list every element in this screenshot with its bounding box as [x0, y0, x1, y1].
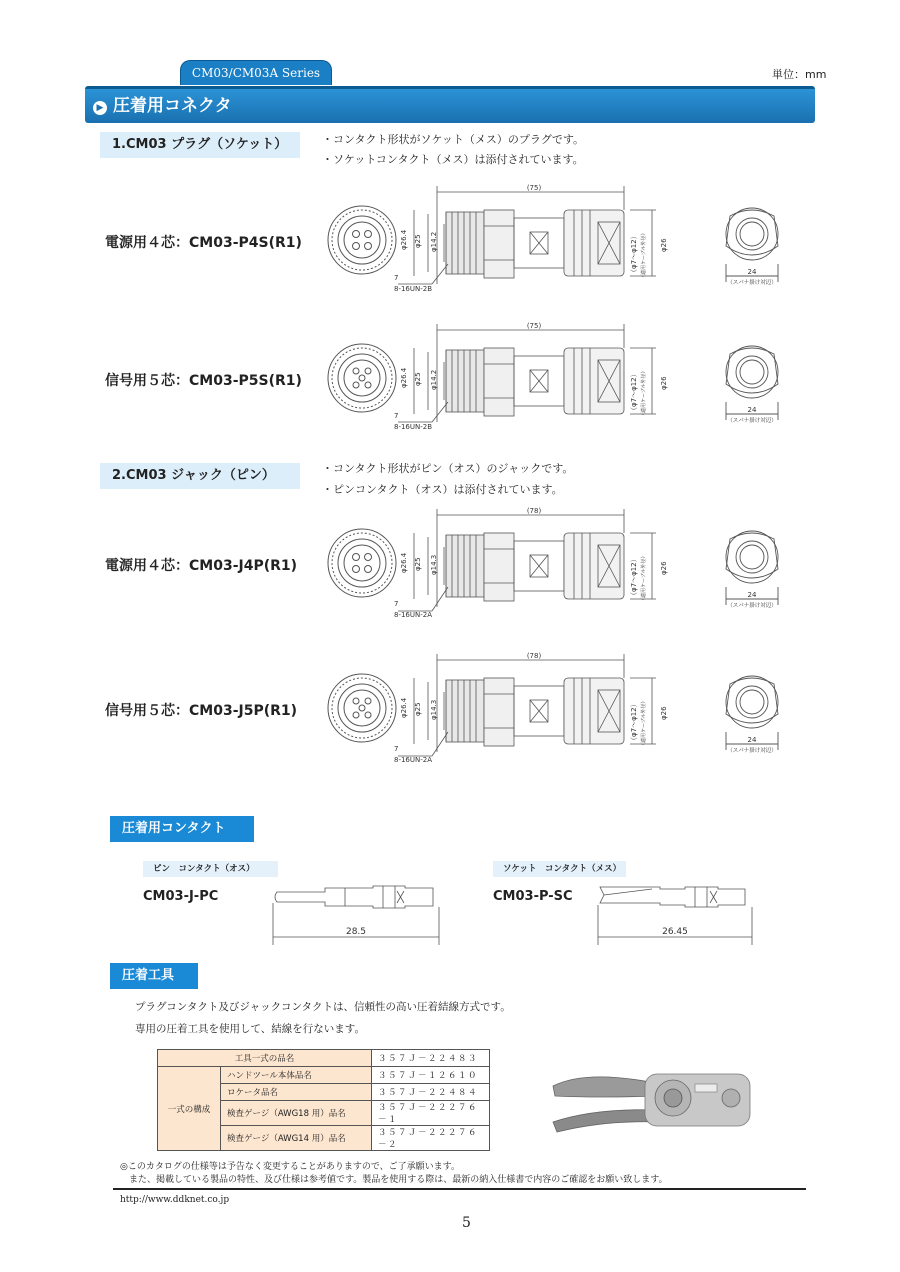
- socket-contact-drawing: [590, 875, 765, 950]
- outer-diameter: φ26.4: [400, 367, 408, 388]
- pin-contact-name: CM03-J-PC: [143, 889, 219, 904]
- spanner-note: （スパナ掛け対辺）: [727, 748, 777, 754]
- tool-row-name: ハンドツール本体品名: [221, 1067, 372, 1084]
- tool-set-label: 工具一式の品名: [158, 1050, 372, 1067]
- outer-diameter: φ26.4: [400, 697, 408, 718]
- thread-count: 7: [394, 600, 399, 608]
- pin-contact-length: 28.5: [345, 927, 367, 937]
- thread-count: 7: [394, 274, 399, 282]
- end-diameter: φ26: [660, 238, 668, 252]
- footnote-1: ◎このカタログの仕様等は予告なく変更することがありますので、ご了承願います。: [120, 1162, 460, 1172]
- spanner-note: （スパナ掛け対辺）: [727, 280, 777, 286]
- page-number: 5: [462, 1215, 471, 1231]
- connector-model: 電源用４芯：CM03-P4S(R1): [105, 235, 302, 251]
- unit-label: 単位：mm: [772, 68, 827, 81]
- spanner-note: （スパナ掛け対辺）: [727, 603, 777, 609]
- socket-contact-name: CM03-P-SC: [493, 889, 573, 904]
- jack-section-heading: 2.CM03 ジャック（ピン）: [100, 463, 300, 489]
- cable-range: （φ7～φ12）: [630, 370, 638, 414]
- connector-side-view: [392, 180, 672, 300]
- tool-heading: 圧着工具: [110, 963, 198, 989]
- tool-row-name: 検査ゲージ（AWG14 用）品名: [221, 1126, 372, 1151]
- crimp-tool-image: [545, 1048, 760, 1148]
- tool-row-pn: ３５７Ｊ－２２２７６－１: [372, 1101, 490, 1126]
- series-tab: CM03/CM03A Series: [180, 60, 332, 85]
- thread-spec: 8-16UN-2A: [394, 611, 433, 619]
- connector-side-view: [392, 503, 672, 623]
- connector-model: 信号用５芯：CM03-P5S(R1): [105, 373, 302, 389]
- tool-row-pn: ３５７Ｊ－２２４８４: [372, 1084, 490, 1101]
- connector-front-view: [322, 338, 402, 418]
- footnote-2: また、掲載している製品の特性、及び仕様は参考値です。製品を使用する際は、最新の納入仕様書で内容のご確認をお願い致します。: [120, 1175, 668, 1185]
- socket-contact-label: ソケット コンタクト（メス）: [493, 861, 626, 877]
- inner-diameter: φ14.2: [430, 231, 438, 252]
- overall-length: (78): [526, 507, 542, 515]
- tool-text-1: プラグコンタクト及びジャックコンタクトは、信頼性の高い圧着結線方式です。: [135, 1001, 511, 1013]
- contacts-heading: 圧着用コンタクト: [110, 816, 254, 842]
- cable-range: （φ7～φ12）: [630, 700, 638, 744]
- socket-contact-length: 26.45: [662, 927, 688, 937]
- pin-contact-drawing: [265, 875, 455, 950]
- thread-spec: 8-16UN-2B: [394, 423, 433, 431]
- body-diameter: φ25: [414, 557, 422, 571]
- inner-diameter: φ14.2: [430, 369, 438, 390]
- footer-divider: [113, 1188, 806, 1190]
- end-diameter: φ26: [660, 376, 668, 390]
- connector-model: 電源用４芯：CM03-J4P(R1): [105, 558, 298, 574]
- tool-row-name: ロケータ品名: [221, 1084, 372, 1101]
- overall-length: (75): [526, 184, 542, 192]
- thread-count: 7: [394, 412, 399, 420]
- connector-front-view: [322, 200, 402, 280]
- spanner-width: 24: [747, 406, 757, 414]
- connector-side-view: [392, 318, 672, 438]
- jack-note-1: ・コンタクト形状がピン（オス）のジャックです。: [322, 462, 574, 475]
- end-diameter: φ26: [660, 706, 668, 720]
- connector-front-view: [322, 668, 402, 748]
- connector-rear-view: [722, 342, 792, 442]
- tool-text-2: 専用の圧着工具を使用して、結線を行ないます。: [135, 1023, 365, 1035]
- overall-length: (75): [526, 322, 542, 330]
- connector-model: 信号用５芯：CM03-J5P(R1): [105, 703, 298, 719]
- page-title: 圧着用コネクタ: [113, 96, 232, 116]
- page-title-bar: [85, 86, 815, 123]
- cable-note: （適用ケーブル外径）: [641, 368, 647, 418]
- pin-contact-label: ピン コンタクト（オス）: [143, 861, 278, 877]
- cable-note: （適用ケーブル外径）: [641, 230, 647, 280]
- cable-range: （φ7～φ12）: [630, 232, 638, 276]
- outer-diameter: φ26.4: [400, 552, 408, 573]
- footer-url: http://www.ddknet.co.jp: [120, 1195, 230, 1205]
- end-diameter: φ26: [660, 561, 668, 575]
- cable-note: （適用ケーブル外径）: [641, 553, 647, 603]
- body-diameter: φ25: [414, 234, 422, 248]
- thread-spec: 8-16UN-2A: [394, 756, 433, 764]
- tool-set-pn: ３５７Ｊ－２２４８３: [372, 1050, 490, 1067]
- plug-note-1: ・コンタクト形状がソケット（メス）のプラグです。: [322, 133, 585, 146]
- inner-diameter: φ14.3: [430, 699, 438, 720]
- connector-rear-view: [722, 204, 792, 304]
- outer-diameter: φ26.4: [400, 229, 408, 250]
- thread-count: 7: [394, 745, 399, 753]
- connector-front-view: [322, 523, 402, 603]
- spanner-width: 24: [747, 736, 757, 744]
- tool-row-pn: ３５７Ｊ－２２２７６－２: [372, 1126, 490, 1151]
- connector-rear-view: [722, 527, 792, 627]
- spanner-width: 24: [747, 591, 757, 599]
- tool-row-name: 検査ゲージ（AWG18 用）品名: [221, 1101, 372, 1126]
- cable-range: （φ7～φ12）: [630, 555, 638, 599]
- body-diameter: φ25: [414, 372, 422, 386]
- thread-spec: 8-16UN-2B: [394, 285, 433, 293]
- spanner-note: （スパナ掛け対辺）: [727, 418, 777, 424]
- overall-length: (78): [526, 652, 542, 660]
- connector-rear-view: [722, 672, 792, 772]
- jack-note-2: ・ピンコンタクト（オス）は添付されています。: [322, 483, 563, 496]
- spanner-width: 24: [747, 268, 757, 276]
- tool-row-pn: ３５７Ｊ－１２６１０: [372, 1067, 490, 1084]
- tool-group-label: 一式の構成: [158, 1067, 221, 1151]
- cable-note: （適用ケーブル外径）: [641, 698, 647, 748]
- play-icon: ▶: [93, 101, 107, 115]
- plug-section-heading: 1.CM03 プラグ（ソケット）: [100, 132, 300, 158]
- body-diameter: φ25: [414, 702, 422, 716]
- plug-note-2: ・ソケットコンタクト（メス）は添付されています。: [322, 153, 584, 166]
- tool-table: [157, 1049, 490, 1151]
- inner-diameter: φ14.3: [430, 554, 438, 575]
- connector-side-view: [392, 648, 672, 768]
